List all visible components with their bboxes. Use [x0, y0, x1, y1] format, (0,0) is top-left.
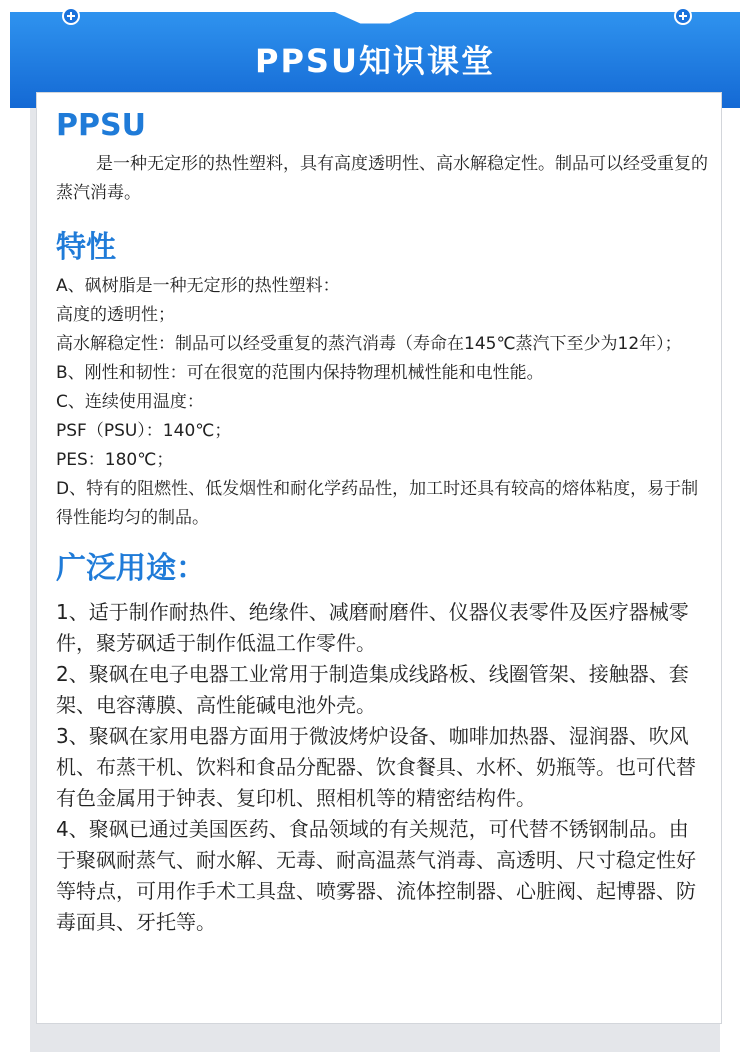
use-item: 3、聚砜在家用电器方面用于微波烤炉设备、咖啡加热器、湿润器、吹风机、布蒸干机、饮料和食品分配器、饮食餐具、水杯、奶瓶等。也可代替有色金属用于钟表、复印机、照相机等的精密结构件。 [56, 724, 696, 810]
content-body [56, 106, 708, 938]
property-line: 高水解稳定性：制品可以经受重复的蒸汽消毒（寿命在145℃蒸汽下至少为12年）； [56, 334, 682, 354]
intro-paragraph: 是一种无定形的热性塑料，具有高度透明性、高水解稳定性。制品可以经受重复的蒸汽消毒。 [56, 154, 708, 203]
use-item: 1、适于制作耐热件、绝缘件、减磨耐磨件、仪器仪表零件及医疗器械零件，聚芳砜适于制作低温工作零件。 [56, 600, 689, 655]
banner-title: PPSU知识课堂 [255, 42, 495, 80]
plus-circle-icon [62, 7, 80, 25]
property-line: D、特有的阻燃性、低发烟性和耐化学药品性，加工时还具有较高的熔体粘度，易于制得性能均匀的制品。 [56, 479, 699, 528]
property-line: C、连续使用温度： [56, 392, 204, 412]
section-title-ppsu: PPSU [56, 108, 146, 143]
uses-list [56, 597, 708, 938]
properties-list [56, 272, 708, 533]
property-line: B、刚性和韧性：可在很宽的范围内保持物理机械性能和电性能。 [56, 363, 544, 383]
section-title-uses: 广泛用途： [56, 551, 206, 586]
property-line: PES：180℃； [56, 450, 174, 470]
property-line: PSF（PSU）：140℃； [56, 421, 232, 441]
property-line: A、砜树脂是一种无定形的热性塑料： [56, 276, 340, 296]
use-item: 2、聚砜在电子电器工业常用于制造集成线路板、线圈管架、接触器、套架、电容薄膜、高性能碱电池外壳。 [56, 662, 689, 717]
use-item: 4、聚砜已通过美国医药、食品领域的有关规范，可代替不锈钢制品。由于聚砜耐蒸气、耐水解、无毒、耐高温蒸气消毒、高透明、尺寸稳定性好等特点，可用作手术工具盘、喷雾器、流体控制器、心脏阀、起博器、防毒面具、牙托等。 [56, 817, 696, 934]
section-title-properties: 特性 [56, 230, 116, 265]
property-line: 高度的透明性； [56, 305, 175, 325]
plus-circle-icon [674, 7, 692, 25]
